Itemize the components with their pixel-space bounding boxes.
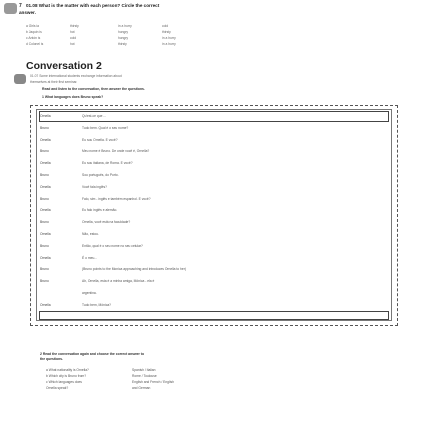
- grid-cell[interactable]: cold: [162, 24, 169, 28]
- dialogue-text: argentina.: [82, 291, 97, 295]
- dialogue-line: [40, 137, 388, 145]
- dialogue-line: [40, 290, 388, 298]
- dialogue-line: [40, 302, 388, 310]
- speaker-name: Ornella: [40, 302, 51, 307]
- grid-row: [26, 42, 190, 48]
- speaker-name: Bruno: [40, 267, 49, 272]
- dialogue-text: Qu'est-ce que ...: [82, 114, 107, 118]
- option-question: Ornella speak?: [46, 386, 69, 390]
- option-question: a What nationality is Ornella?: [46, 368, 89, 372]
- dialogue-text: Meu nome é Bruno. De onde você é, Ornella?: [82, 149, 150, 154]
- option-answer[interactable]: Rome / Toulouse: [132, 374, 157, 378]
- dialogue-text: Eu sou Ornella. E você?: [82, 137, 118, 142]
- dialogue-line: [40, 113, 388, 121]
- speaker-name: Bruno: [40, 196, 49, 201]
- grid-cell[interactable]: cold: [70, 36, 77, 40]
- speaker-name: Bruno: [40, 149, 49, 154]
- dialogue-line: [40, 207, 388, 215]
- dialogue-text: Eu falo inglês e alemão.: [82, 208, 118, 213]
- dialogue-line: [40, 184, 388, 192]
- audio-track-icon[interactable]: [14, 74, 26, 84]
- grid-cell[interactable]: in a hurry: [162, 36, 176, 40]
- speaker-name: Ornella: [40, 232, 51, 236]
- option-question: c Which languages does: [46, 380, 82, 384]
- speaker-name: Ornella: [40, 161, 51, 166]
- page-title: Conversation 2: [26, 60, 102, 72]
- track-number: 01.07: [30, 74, 39, 78]
- question-2-line: 2 Read the conversation again and choose the correct answer to: [40, 352, 145, 356]
- instruction-text-2: answer.: [19, 10, 36, 15]
- dialogue-line: [40, 266, 388, 274]
- dialogue-line: [40, 255, 388, 263]
- dialogue-text: (Bruno points to the Monica approaching and introduces Ornella to her): [82, 267, 186, 272]
- speaker-name: Bruno: [40, 125, 49, 130]
- cd-icon: [4, 3, 17, 14]
- speaker-name: Ornella: [40, 114, 51, 118]
- grid-cell[interactable]: hungry: [118, 36, 129, 40]
- grid-cell[interactable]: thirsty: [162, 30, 171, 34]
- dialogue-line: [40, 172, 388, 180]
- highlight-row: [39, 311, 389, 320]
- dialogue-line: [40, 160, 388, 168]
- grid-cell[interactable]: in a hurry: [162, 42, 176, 46]
- grid-cell[interactable]: hungry: [118, 30, 129, 34]
- question-2-line: the questions.: [40, 356, 63, 361]
- dialogue-text: Você fala inglês?: [82, 184, 107, 189]
- grid-cell[interactable]: hot: [70, 30, 75, 34]
- grid-cell[interactable]: thirsty: [70, 24, 79, 28]
- speaker-name: Bruno: [40, 279, 49, 284]
- dialogue-line: [40, 243, 388, 251]
- speaker-name: Ornella: [40, 184, 51, 189]
- option-answer[interactable]: Spanish / Italian: [132, 368, 156, 372]
- dialogue-line: [40, 231, 388, 239]
- speaker-name: Ornella: [40, 255, 51, 260]
- instruction-line: Read and listen to the conversation, then answer the questions.: [42, 87, 145, 91]
- dialogue-text: É o meu...: [82, 255, 98, 260]
- dialogue-text: Então, qual é o seu nome no seu celular?: [82, 243, 143, 248]
- grid-cell: b Jaquin is: [26, 30, 42, 34]
- question-2: [40, 352, 144, 361]
- instruction-number: 7: [19, 3, 22, 9]
- dialogue-text: Ah, Ornella, esta é a minha amiga, Mônica - ela é: [82, 279, 155, 284]
- grid-cell: d Colonel is: [26, 42, 44, 46]
- grid-cell: a Girls ia: [26, 24, 40, 28]
- dialogue-line: [40, 219, 388, 227]
- dialogue-text: Ornella, você está na faculdade?: [82, 220, 131, 225]
- option-question: b Which city is Bruno from?: [46, 374, 87, 378]
- track-description-2: themselves at their first seminar.: [30, 80, 78, 84]
- speaker-name: Ornella: [40, 208, 51, 213]
- dialogue-text: Sou português, do Porto.: [82, 173, 119, 177]
- dialogue-line: [40, 148, 388, 156]
- dialogue-text: Tudo bem, Mônica?: [82, 302, 112, 307]
- grid-cell[interactable]: thirsty: [118, 42, 127, 46]
- grid-cell: c Antón is: [26, 36, 41, 40]
- dialogue-text: Eu sou italiana, de Roma. E você?: [82, 161, 133, 166]
- dialogue-text: Falo, sim - inglês e também espanhol. E você?: [82, 196, 151, 201]
- dialogue-line: [40, 278, 388, 286]
- track-text: [30, 75, 122, 78]
- track-description: Some international students exchange information about: [39, 74, 122, 78]
- speaker-name: Bruno: [40, 220, 49, 225]
- grid-cell[interactable]: hot: [70, 42, 75, 46]
- dialogue-line: [40, 196, 388, 204]
- top-instruction: [4, 2, 440, 22]
- option-answer[interactable]: English and French / English: [132, 380, 174, 384]
- grid-cell[interactable]: in a hurry: [118, 24, 132, 28]
- speaker-name: Bruno: [40, 243, 49, 248]
- question-1: 1 What languages does Bruno speak?: [42, 95, 104, 99]
- speaker-name: Ornella: [40, 137, 51, 142]
- speaker-name: Bruno: [40, 173, 49, 177]
- dialogue-text: Tudo bem. Qual é o seu nome?: [82, 125, 129, 130]
- answer-grid: [26, 24, 190, 50]
- option-answer[interactable]: and German: [132, 386, 151, 390]
- dialogue-line: [40, 125, 388, 133]
- instruction-text: 01.08 What is the matter with each person? Circle the correct: [26, 3, 160, 8]
- dialogue-text: Não, estou.: [82, 232, 99, 236]
